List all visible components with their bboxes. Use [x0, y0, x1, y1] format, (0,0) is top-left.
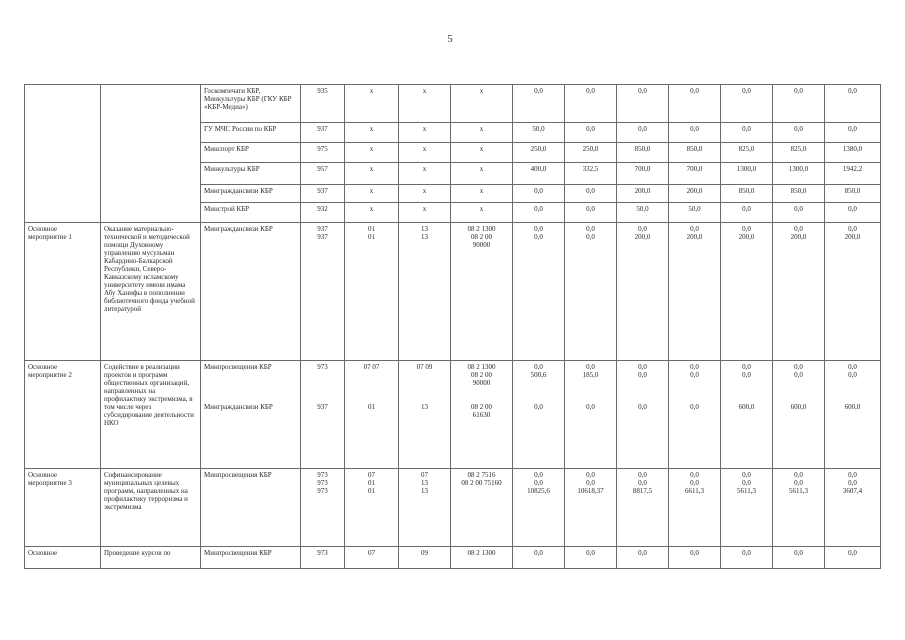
- value-line: 0,0 0,0: [794, 363, 803, 379]
- executor-cell: Минграждансвязи КБР: [201, 185, 301, 203]
- event-row: [25, 469, 881, 547]
- rzpr-cell: 07: [345, 547, 399, 569]
- value-cell: 0,0: [825, 203, 881, 223]
- value-cell: 0,0 0,0 10618,37: [565, 469, 617, 547]
- vr-cell: 08 2 1300: [451, 547, 513, 569]
- value-cell: 0,0: [669, 123, 721, 143]
- value-cell: 0,0 0,0 5611,3: [773, 469, 825, 547]
- rzpr-cell: x: [345, 203, 399, 223]
- value-cell: 0,0: [669, 85, 721, 123]
- value-cell: 0,0: [721, 85, 773, 123]
- value-cell: 332,5: [565, 163, 617, 185]
- cs-cell: x: [399, 143, 451, 163]
- executor-cell: Минпросвещения КБР: [201, 547, 301, 569]
- value-cell: 0,0 200,0: [721, 223, 773, 361]
- value-cell: 0,0: [565, 185, 617, 203]
- cs-stack-cell: [399, 361, 451, 469]
- table-row: [25, 85, 881, 123]
- value-cell: 0,0: [669, 547, 721, 569]
- value-cell: 0,0: [513, 547, 565, 569]
- value-stack-cell: [773, 361, 825, 469]
- value-cell: 1942,2: [825, 163, 881, 185]
- rzpr-cell: x: [345, 143, 399, 163]
- value-cell: 850,0: [669, 143, 721, 163]
- value-cell: 0,0: [773, 85, 825, 123]
- event-row: [25, 223, 881, 361]
- rzpr-stack-cell: [345, 361, 399, 469]
- value-cell: 0,0 200,0: [669, 223, 721, 361]
- value-cell: 850,0: [721, 185, 773, 203]
- event-row: [25, 361, 881, 469]
- cs-cell: x: [399, 203, 451, 223]
- event-description-cell: Оказание материально-технической и методической помощи Духовному управлению мусульман Кабардино-Балкарской Республики, Северо-Кавказскому исламскому университету имени имама Абу Ханифы в пополнении библиотечного фонда учебной литературой: [101, 223, 201, 361]
- value-cell: 0,0: [721, 547, 773, 569]
- vr-cell: x: [451, 143, 513, 163]
- event-description-cell: Софинансирование муниципальных целевых программ, направленных на профилактику терроризма и экстремизма: [101, 469, 201, 547]
- vr-cell: 08 2 1300 08 2 00 90000: [451, 223, 513, 361]
- value-stack-cell: [825, 361, 881, 469]
- value-cell: 0,0 200,0: [825, 223, 881, 361]
- value-stack-cell: [565, 361, 617, 469]
- rzpr-cell: x: [345, 185, 399, 203]
- value-cell: 0,0 0,0 3607,4: [825, 469, 881, 547]
- vr-cell: x: [451, 203, 513, 223]
- budget-table: [24, 84, 881, 569]
- value-cell: 0,0: [617, 85, 669, 123]
- value-line: 0,0 500,6: [530, 363, 547, 379]
- value-cell: 0,0: [617, 123, 669, 143]
- rzpr-cell: x: [345, 123, 399, 143]
- value-cell: 50,0: [617, 203, 669, 223]
- cs-cell: x: [399, 163, 451, 185]
- value-stack-cell: [617, 361, 669, 469]
- value-line: 0,0: [534, 403, 543, 411]
- value-cell: 850,0: [773, 185, 825, 203]
- executor-line: Минграждансвязи КБР: [204, 403, 273, 411]
- rzpr-cell: x: [345, 163, 399, 185]
- event-name-cell: Основное мероприятие 2: [25, 361, 101, 469]
- value-line: 600,0: [790, 403, 807, 411]
- value-cell: 0,0: [513, 85, 565, 123]
- value-line: 600,0: [738, 403, 755, 411]
- executor-cell: ГУ МЧС России по КБР: [201, 123, 301, 143]
- cs-cell: 13 13: [399, 223, 451, 361]
- cs-line: 07 09: [416, 363, 433, 371]
- value-cell: 0,0: [721, 203, 773, 223]
- value-stack-cell: [513, 361, 565, 469]
- value-line: 0,0: [586, 403, 595, 411]
- event-name-cell: Основное мероприятие 3: [25, 469, 101, 547]
- grbs-cell: 937: [301, 185, 345, 203]
- value-cell: 0,0: [513, 185, 565, 203]
- rzpr-cell: 07 01 01: [345, 469, 399, 547]
- value-cell: 0,0: [773, 203, 825, 223]
- rzpr-line: 01: [368, 403, 375, 411]
- executor-line: Минпросвещения КБР: [204, 363, 272, 371]
- value-cell: 250,0: [565, 143, 617, 163]
- grbs-cell: 935: [301, 85, 345, 123]
- vr-line: 08 2 00 61630: [471, 403, 492, 419]
- value-cell: 0,0: [565, 203, 617, 223]
- value-line: 0,0 0,0: [638, 363, 647, 379]
- value-cell: 0,0: [565, 123, 617, 143]
- executor-stack-cell: [201, 361, 301, 469]
- vr-cell: x: [451, 85, 513, 123]
- executor-cell: Минпросвещения КБР: [201, 469, 301, 547]
- value-line: 0,0 0,0: [690, 363, 699, 379]
- value-cell: 1300,0: [773, 163, 825, 185]
- vr-line: 08 2 1300 08 2 00 90000: [467, 363, 496, 387]
- grbs-cell: 932: [301, 203, 345, 223]
- grbs-line: 937: [317, 403, 328, 411]
- grbs-cell: 975: [301, 143, 345, 163]
- value-cell: 0,0: [825, 547, 881, 569]
- value-cell: 850,0: [617, 143, 669, 163]
- vr-cell: x: [451, 123, 513, 143]
- value-line: 0,0 0,0: [848, 363, 857, 379]
- executor-cell: Минстрой КБР: [201, 203, 301, 223]
- value-cell: 0,0 0,0 10825,6: [513, 469, 565, 547]
- value-cell: 825,0: [721, 143, 773, 163]
- value-cell: 0,0: [565, 547, 617, 569]
- page-number: 5: [447, 33, 453, 45]
- grbs-cell: 937: [301, 123, 345, 143]
- executor-cell: Минграждансвязи КБР: [201, 223, 301, 361]
- event-row: [25, 547, 881, 569]
- event-description-cell: Проведение курсов по: [101, 547, 201, 569]
- value-cell: 0,0 0,0 6611,3: [669, 469, 721, 547]
- cs-cell: 09: [399, 547, 451, 569]
- rzpr-cell: 01 01: [345, 223, 399, 361]
- value-cell: 0,0: [565, 85, 617, 123]
- value-cell: 0,0: [773, 123, 825, 143]
- value-line: 600,0: [844, 403, 861, 411]
- event-description-cell: Содействие в реализации проектов и программ общественных организаций, направленных на профилактику экстремизма, в том числе через субсидирование деятельности НКО: [101, 361, 201, 469]
- value-cell: 0,0: [513, 203, 565, 223]
- value-cell: 0,0: [617, 547, 669, 569]
- value-cell: 0,0: [825, 123, 881, 143]
- vr-stack-cell: [451, 361, 513, 469]
- value-cell: 700,0: [617, 163, 669, 185]
- grbs-cell: 973: [301, 547, 345, 569]
- value-cell: 50,0: [669, 203, 721, 223]
- value-stack-cell: [669, 361, 721, 469]
- executor-cell: Минкультуры КБР: [201, 163, 301, 185]
- value-cell: 700,0: [669, 163, 721, 185]
- value-cell: 1380,0: [825, 143, 881, 163]
- grbs-cell: 957: [301, 163, 345, 185]
- value-line: 0,0 0,0: [742, 363, 751, 379]
- cs-cell: 07 13 13: [399, 469, 451, 547]
- value-cell: 850,0: [825, 185, 881, 203]
- value-cell: 0,0 0,0 8817,5: [617, 469, 669, 547]
- vr-cell: x: [451, 185, 513, 203]
- value-cell: 0,0 200,0: [773, 223, 825, 361]
- value-line: 0,0: [638, 403, 647, 411]
- event-name-cell: Основное: [25, 547, 101, 569]
- value-cell: 825,0: [773, 143, 825, 163]
- value-cell: 0,0 200,0: [617, 223, 669, 361]
- grbs-stack-cell: [301, 361, 345, 469]
- value-line: 0,0: [690, 403, 699, 411]
- value-cell: 1300,0: [721, 163, 773, 185]
- rzpr-cell: x: [345, 85, 399, 123]
- value-cell: 50,0: [513, 123, 565, 143]
- event-name-cell: Основное мероприятие 1: [25, 223, 101, 361]
- vr-cell: 08 2 7516 08 2 00 75160: [451, 469, 513, 547]
- grbs-cell: 937 937: [301, 223, 345, 361]
- grbs-cell: 973 973 973: [301, 469, 345, 547]
- value-stack-cell: [721, 361, 773, 469]
- vr-cell: x: [451, 163, 513, 185]
- value-cell: 0,0 0,0: [513, 223, 565, 361]
- cs-cell: x: [399, 85, 451, 123]
- executor-cell: Госкомпечати КБР, Минкультуры КБР (ГКУ КБР «КБР-Медиа»): [201, 85, 301, 123]
- value-cell: 0,0: [825, 85, 881, 123]
- grbs-line: 973: [317, 363, 328, 371]
- value-cell: 0,0: [773, 547, 825, 569]
- rzpr-line: 07 07: [363, 363, 380, 371]
- value-cell: 250,0: [513, 143, 565, 163]
- cs-cell: x: [399, 123, 451, 143]
- event-name-cell: [25, 85, 101, 223]
- value-cell: 400,0: [513, 163, 565, 185]
- value-line: 0,0 185,0: [582, 363, 599, 379]
- value-cell: 0,0 0,0 5611,3: [721, 469, 773, 547]
- value-cell: 200,0: [669, 185, 721, 203]
- executor-cell: Минспорт КБР: [201, 143, 301, 163]
- cs-line: 13: [421, 403, 428, 411]
- event-description-cell: [101, 85, 201, 223]
- value-cell: 0,0 0,0: [565, 223, 617, 361]
- value-cell: 200,0: [617, 185, 669, 203]
- cs-cell: x: [399, 185, 451, 203]
- value-cell: 0,0: [721, 123, 773, 143]
